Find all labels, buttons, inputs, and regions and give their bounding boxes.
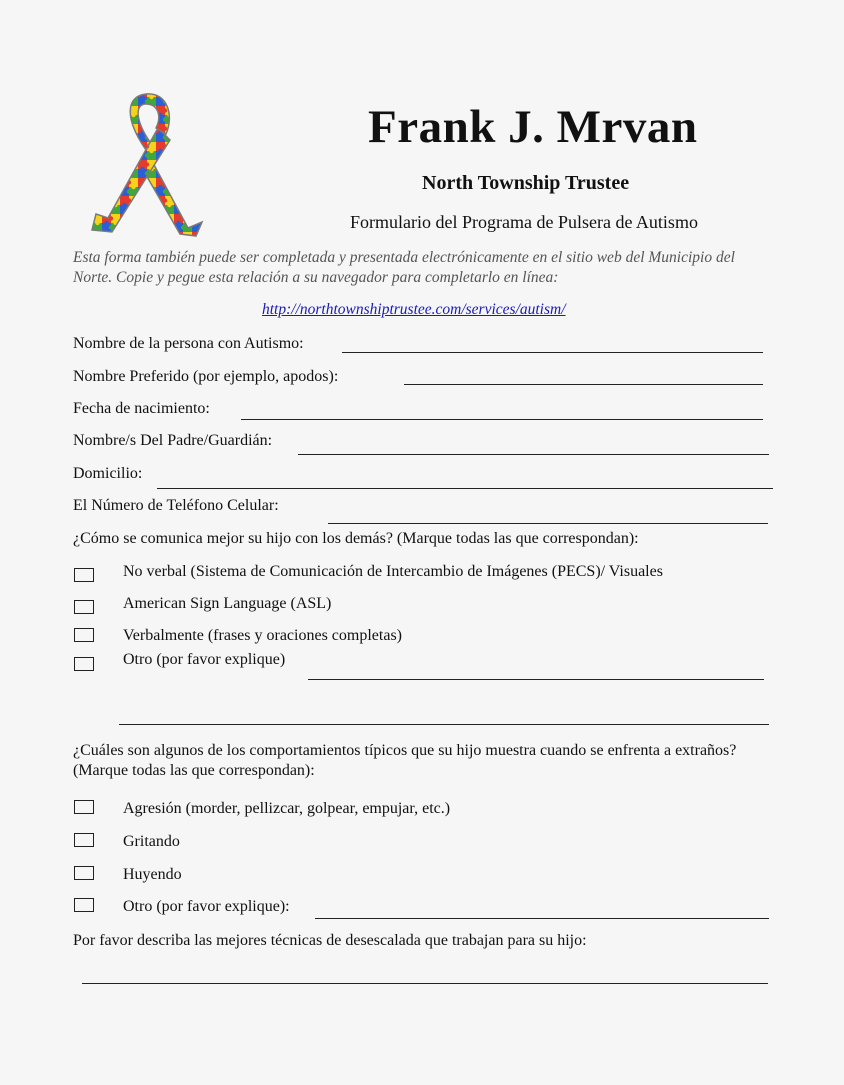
intro-text: Esta forma también puede ser completada y presentada electrónicamente en el sitio web del Municipio del Norte. Copie y pegue esta relación a su navegador para completarlo en línea:	[73, 249, 735, 286]
option-asl: American Sign Language (ASL)	[123, 595, 332, 612]
checkbox-aggression[interactable]	[74, 800, 94, 814]
behavior-other-field[interactable]	[315, 918, 769, 919]
online-form-link[interactable]: http://northtownshiptrustee.com/services/autism/	[262, 301, 566, 318]
parent-label: Nombre/s Del Padre/Guardián:	[73, 432, 273, 449]
checkbox-verbal[interactable]	[74, 628, 94, 642]
autism-ribbon-logo	[84, 88, 208, 238]
parent-field[interactable]	[298, 454, 769, 455]
name-field[interactable]	[342, 352, 763, 353]
option-screaming: Gritando	[123, 833, 180, 850]
behaviors-question: ¿Cuáles son algunos de los comportamientos típicos que su hijo muestra cuando se enfrenta a extraños? (Marque todas las que correspondan):	[73, 742, 737, 779]
form-title: Formulario del Programa de Pulsera de Autismo	[350, 212, 698, 232]
option-aggression: Agresión (morder, pellizcar, golpear, empujar, etc.)	[123, 800, 451, 817]
preferred-name-field[interactable]	[404, 384, 763, 385]
phone-field[interactable]	[328, 523, 768, 524]
communication-other-field-2[interactable]	[119, 724, 769, 725]
dob-label: Fecha de nacimiento:	[73, 400, 210, 417]
option-nonverbal: No verbal (Sistema de Comunicación de Intercambio de Imágenes (PECS)/ Visuales	[123, 563, 663, 580]
checkbox-screaming[interactable]	[74, 833, 94, 847]
preferred-name-label: Nombre Preferido (por ejemplo, apodos):	[73, 368, 339, 385]
deescalation-field[interactable]	[82, 983, 768, 984]
option-verbal: Verbalmente (frases y oraciones completas)	[123, 627, 402, 644]
option-behavior-other: Otro (por favor explique):	[123, 898, 290, 915]
deescalation-question: Por favor describa las mejores técnicas de desescalada que trabajan para su hijo:	[73, 932, 587, 949]
organization-subtitle: North Township Trustee	[422, 172, 630, 194]
phone-label: El Número de Teléfono Celular:	[73, 497, 279, 514]
address-label: Domicilio:	[73, 465, 143, 482]
communication-other-field[interactable]	[308, 679, 764, 680]
checkbox-behavior-other[interactable]	[74, 898, 94, 912]
option-running-away: Huyendo	[123, 866, 182, 883]
page-title: Frank J. Mrvan	[368, 101, 698, 153]
address-field[interactable]	[157, 488, 773, 489]
dob-field[interactable]	[241, 419, 763, 420]
checkbox-nonverbal[interactable]	[74, 568, 94, 582]
option-communication-other: Otro (por favor explique)	[123, 651, 286, 668]
communication-question: ¿Cómo se comunica mejor su hijo con los demás? (Marque todas las que correspondan):	[73, 530, 639, 547]
checkbox-asl[interactable]	[74, 600, 94, 614]
checkbox-running-away[interactable]	[74, 866, 94, 880]
checkbox-communication-other[interactable]	[74, 657, 94, 671]
name-label: Nombre de la persona con Autismo:	[73, 335, 304, 352]
